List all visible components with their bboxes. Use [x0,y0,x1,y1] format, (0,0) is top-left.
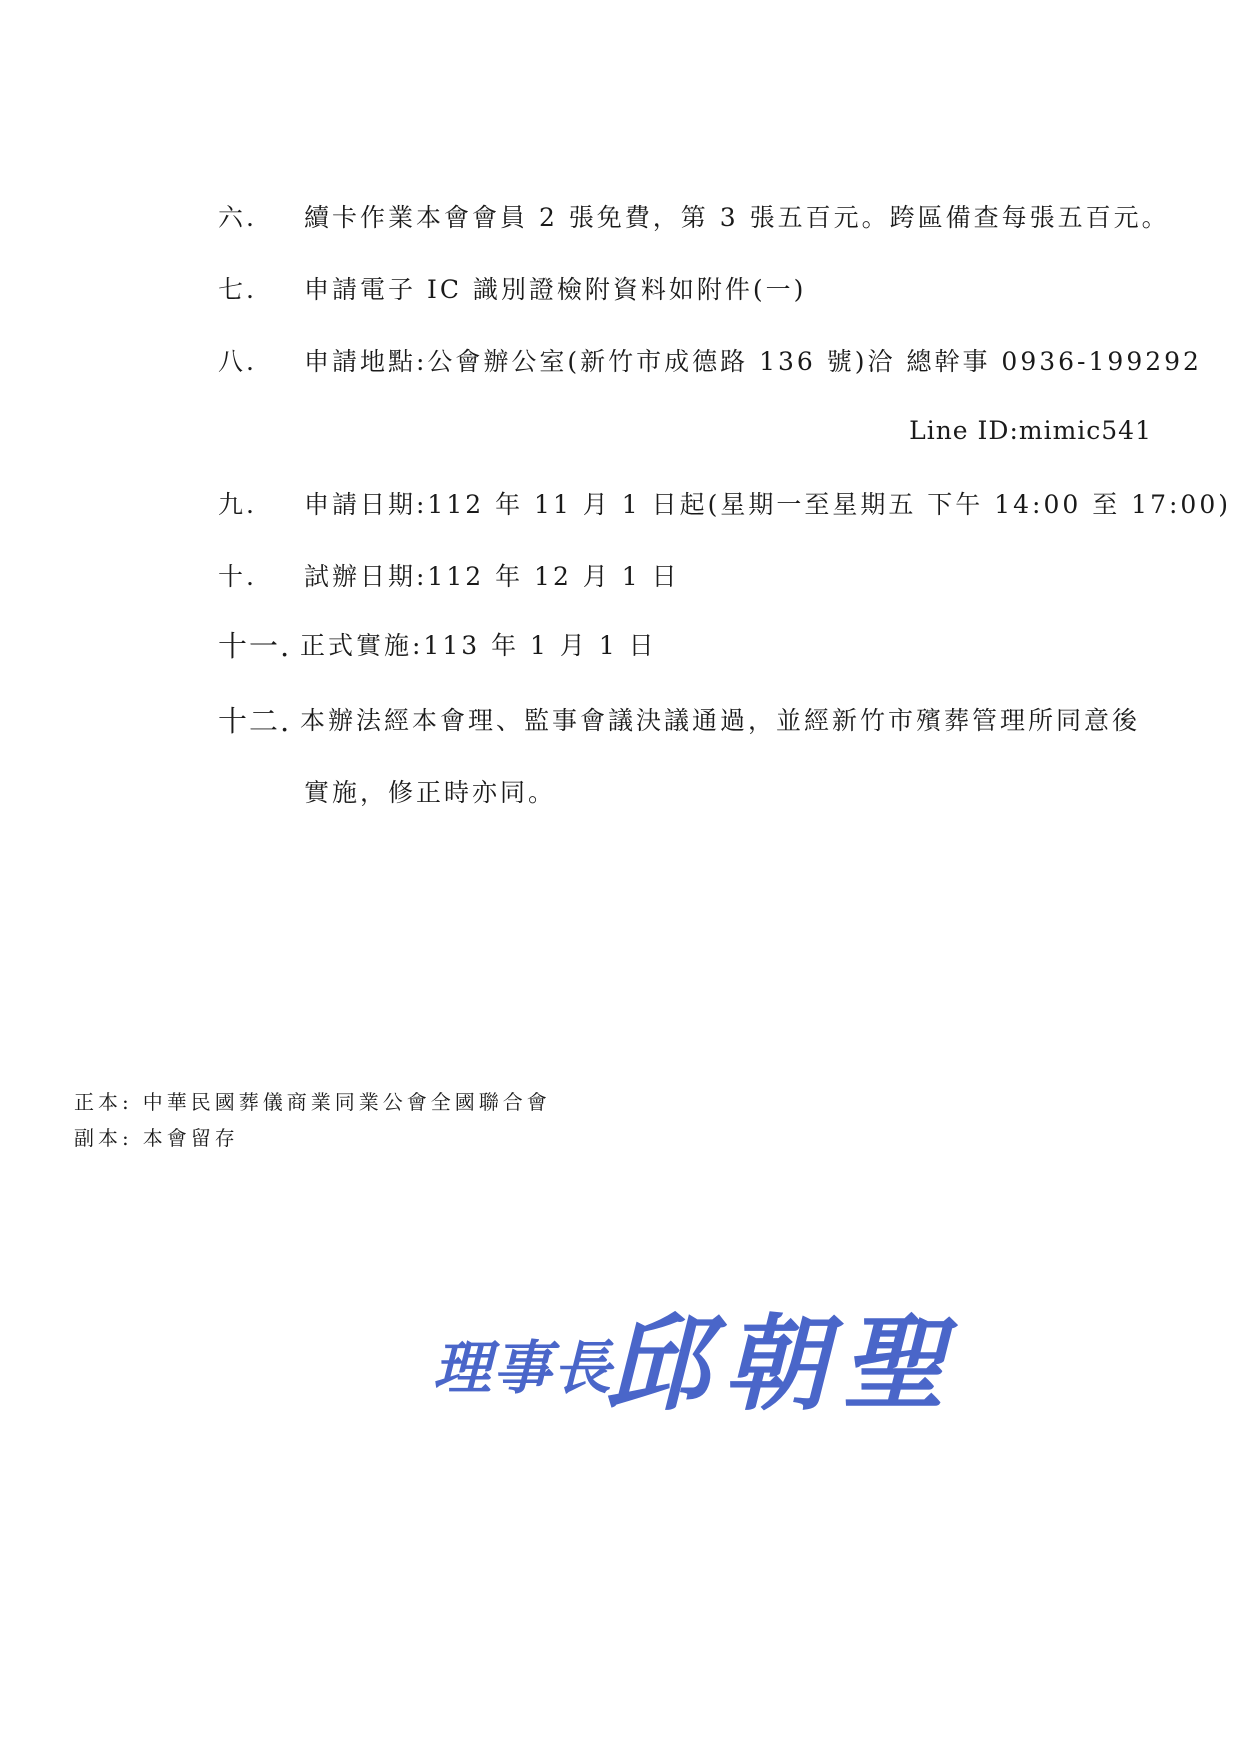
clause-10 [218,555,680,595]
clause-number: 十一. [218,628,292,663]
clause-7 [218,268,806,308]
distribution-label: 正本: [74,1089,133,1114]
distribution-label: 副本: [74,1125,133,1150]
distribution-original [74,1084,551,1116]
clause-number: 七. [218,275,257,304]
clause-11 [218,624,657,664]
clause-12-continuation: 實施，修正時亦同。 [304,778,557,807]
distribution-value: 中華民國葬儀商業同業公會全國聯合會 [142,1089,551,1114]
clause-number: 九. [218,490,257,519]
clause-8-line-id: Line ID:mimic541 [909,415,1152,445]
clause-12 [218,699,1140,739]
clause-text: 續卡作業本會會員 2 張免費，第 3 張五百元。跨區備查每張五百元。 [304,203,1170,232]
clause-text: 申請日期:112 年 11 月 1 日起(星期一至星期五 下午 14:00 至 17:00) [304,490,1231,519]
clause-text: 申請電子 IC 識別證檢附資料如附件(一) [304,275,807,304]
clause-text: 正式實施:113 年 1 月 1 日 [300,631,657,660]
signature-name: 邱朝聖 [605,1302,960,1425]
distribution-copy [74,1120,239,1152]
clause-9 [218,483,1231,523]
clause-number: 十. [218,562,257,591]
clause-8 [218,340,1202,380]
clause-text: 申請地點:公會辦公室(新竹市成德路 136 號)洽 總幹事 0936-199292 [304,347,1202,376]
distribution-value: 本會留存 [142,1125,239,1150]
signature-title: 理事長 [433,1334,614,1402]
clause-number: 八. [218,347,257,376]
clause-6 [218,196,1170,236]
clause-number: 十二. [218,703,292,738]
clause-text: 本辦法經本會理、監事會議決議通過，並經新竹市殯葬管理所同意後 [300,706,1141,735]
clause-number: 六. [218,203,257,232]
chairman-signature-stamp [425,1300,965,1430]
clause-text: 試辦日期:112 年 12 月 1 日 [304,562,680,591]
